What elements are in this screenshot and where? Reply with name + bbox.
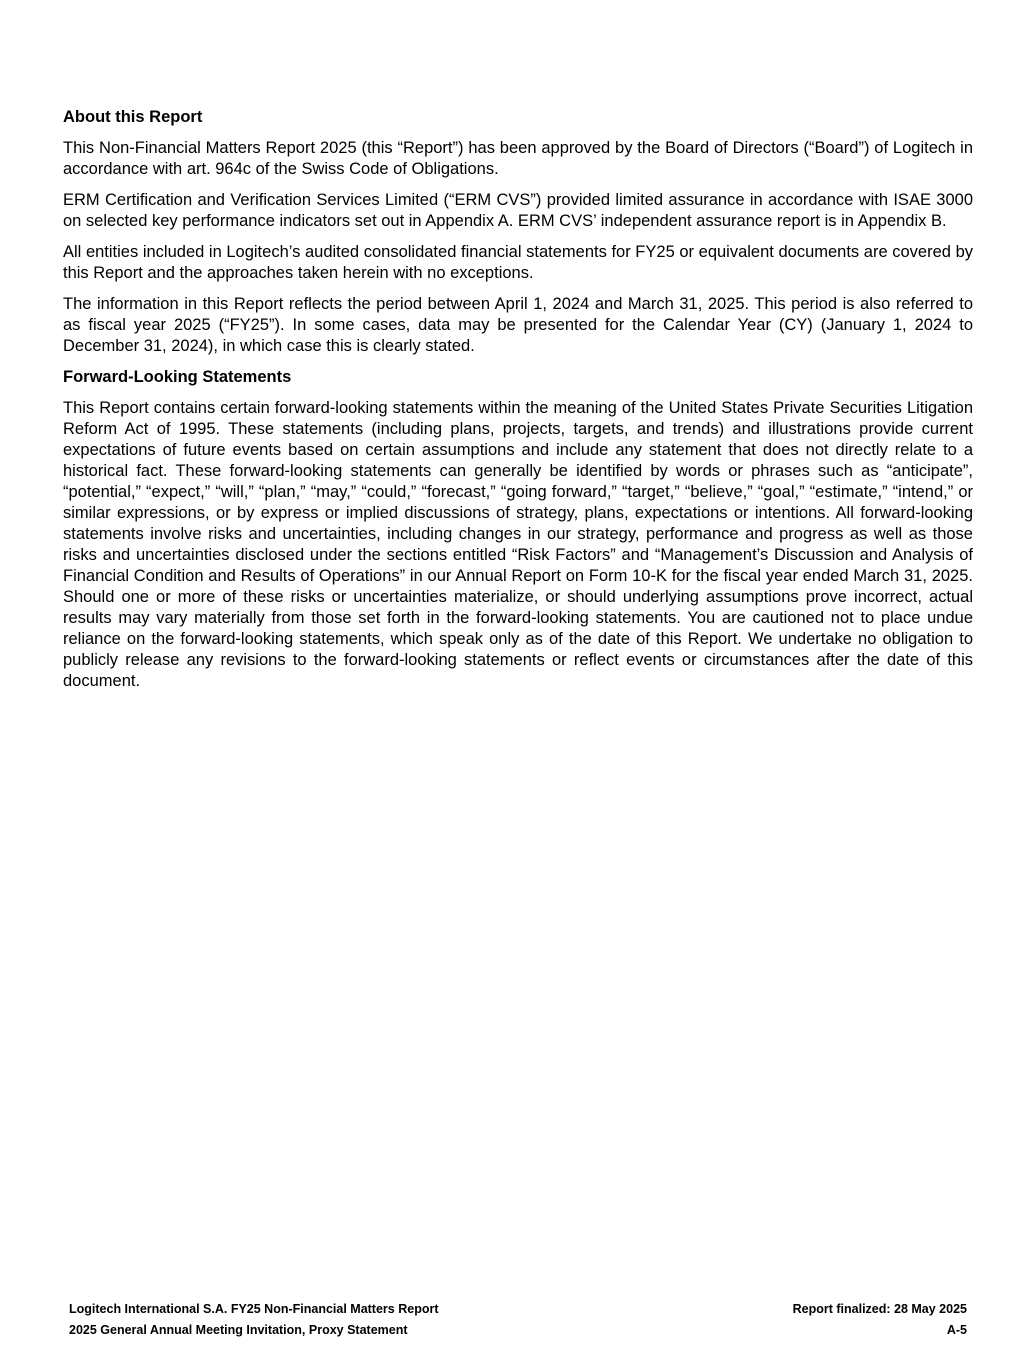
footer-line-1 xyxy=(69,1302,967,1316)
footer-report-title: Logitech International S.A. FY25 Non-Financial Matters Report xyxy=(69,1302,439,1316)
footer-line-2 xyxy=(69,1323,967,1337)
section-heading-forward-looking: Forward-Looking Statements xyxy=(63,368,292,386)
footer-finalized-date: Report finalized: 28 May 2025 xyxy=(792,1302,967,1316)
paragraph: The information in this Report reflects the period between April 1, 2024 and March 31, 2025. This period is also referred to as fiscal year 2025 (“FY25”). In some cases, data may be presented for the Calendar Year (CY) (January 1, 2024 to December 31, 2024), in which case this is clearly stated. xyxy=(63,295,973,355)
paragraph: This Non-Financial Matters Report 2025 (this “Report”) has been approved by the Board of Directors (“Board”) of Logitech in accordance with art. 964c of the Swiss Code of Obligations. xyxy=(63,139,973,178)
paragraph: ERM Certification and Verification Services Limited (“ERM CVS”) provided limited assurance in accordance with ISAE 3000 on selected key performance indicators set out in Appendix A. ERM CVS’ independent assurance report is in Appendix B. xyxy=(63,191,973,230)
section-heading-about: About this Report xyxy=(63,108,203,126)
page-number: A-5 xyxy=(946,1323,967,1337)
document-body xyxy=(63,107,973,702)
paragraph: All entities included in Logitech’s audited consolidated financial statements for FY25 or equivalent documents are covered by this Report and the approaches taken herein with no exceptions. xyxy=(63,243,973,282)
footer-document-title: 2025 General Annual Meeting Invitation, Proxy Statement xyxy=(69,1323,408,1337)
paragraph: This Report contains certain forward-looking statements within the meaning of the United States Private Securities Litigation Reform Act of 1995. These statements (including plans, projects, targets, and trends) and illustrations provide current expectations of future events based on certain assumptions and include any statement that does not directly relate to a historical fact. These forward-looking statements can generally be identified by words or phrases such as “anticipate”, “potential,” “expect,” “will,” “plan,” “may,” “could,” “forecast,” “going forward,” “target,” “believe,” “goal,” “estimate,” “intend,” or similar expressions, or by express or implied discussions of strategy, plans, expectations or intentions. All forward-looking statements involve risks and uncertainties, including changes in our strategy, performance and progress as well as those risks and uncertainties disclosed under the sections entitled “Risk Factors” and “Management’s Discussion and Analysis of Financial Condition and Results of Operations” in our Annual Report on Form 10-K for the fiscal year ended March 31, 2025. Should one or more of these risks or uncertainties materialize, or should underlying assumptions prove incorrect, actual results may vary materially from those set forth in the forward-looking statements. You are cautioned not to place undue reliance on the forward-looking statements, which speak only as of the date of this Report. We undertake no obligation to publicly release any revisions to the forward-looking statements or reflect events or circumstances after the date of this document. xyxy=(63,399,973,690)
